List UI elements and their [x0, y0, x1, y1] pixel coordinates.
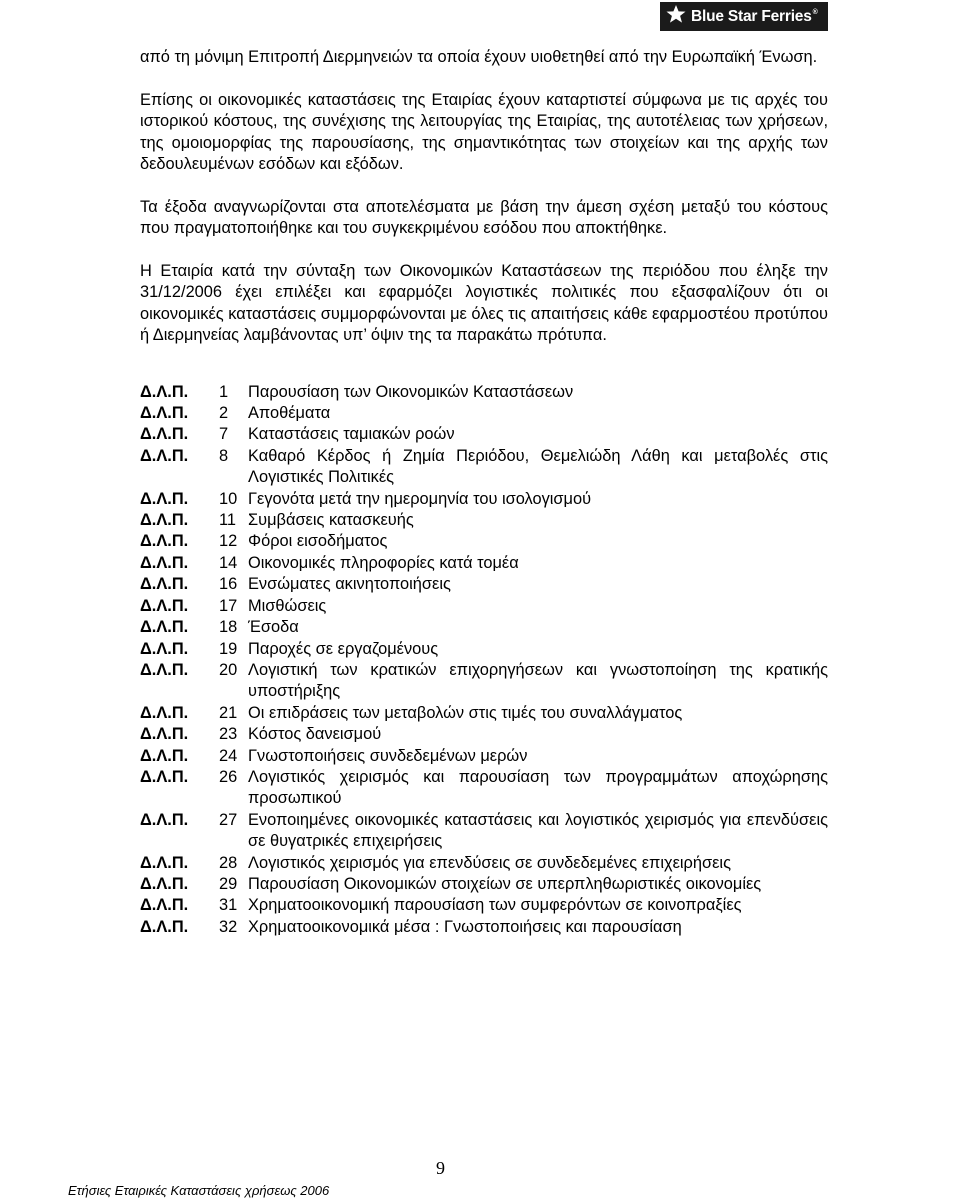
standard-code: Δ.Λ.Π. — [140, 853, 189, 872]
star-icon — [666, 4, 686, 29]
standard-title: Λογιστικός χειρισμός και παρουσίαση των προγραμμάτων αποχώρησης προσωπικού — [248, 767, 828, 808]
standard-title: Οικονομικές πληροφορίες κατά τομέα — [248, 553, 519, 572]
standard-number: 17 — [219, 596, 238, 615]
list-item — [140, 724, 828, 745]
page-number: 9 — [436, 1158, 445, 1178]
standard-title: Χρηματοοικονομικά μέσα : Γνωστοποιήσεις και παρουσίαση — [248, 917, 682, 936]
list-item — [140, 917, 828, 938]
standard-code: Δ.Λ.Π. — [140, 874, 189, 893]
list-item — [140, 403, 828, 424]
standard-code: Δ.Λ.Π. — [140, 553, 189, 572]
paragraph: Τα έξοδα αναγνωρίζονται στα αποτελέσματα με βάση την άμεση σχέση μεταξύ του κόστους που πραγματοποιήθηκε και του συγκεκριμένου εσόδου που αποκτήθηκε. — [140, 197, 828, 238]
standard-code: Δ.Λ.Π. — [140, 896, 189, 915]
standard-number: 1 — [219, 382, 229, 401]
list-item — [140, 874, 828, 895]
standard-code: Δ.Λ.Π. — [140, 404, 189, 423]
list-item — [140, 767, 828, 810]
standard-number: 24 — [219, 746, 238, 765]
standard-title: Φόροι εισοδήματος — [248, 532, 388, 551]
standard-title: Κόστος δανεισμού — [248, 725, 382, 744]
list-item — [140, 810, 828, 853]
standard-title: Γεγονότα μετά την ημερομηνία του ισολογισμού — [248, 489, 592, 508]
document-body — [140, 47, 828, 938]
standard-number: 20 — [219, 660, 238, 679]
standard-title: Αποθέματα — [248, 404, 331, 423]
standard-code: Δ.Λ.Π. — [140, 917, 189, 936]
standard-code: Δ.Λ.Π. — [140, 446, 189, 465]
standard-number: 2 — [219, 404, 229, 423]
company-logo — [660, 2, 828, 31]
list-item — [140, 703, 828, 724]
list-item — [140, 424, 828, 445]
standard-code: Δ.Λ.Π. — [140, 767, 189, 786]
standard-code: Δ.Λ.Π. — [140, 703, 189, 722]
standard-title: Παρουσίαση Οικονομικών στοιχείων σε υπερπληθωριστικές οικονομίες — [248, 874, 762, 893]
standard-number: 16 — [219, 575, 238, 594]
list-item — [140, 660, 828, 703]
standard-title: Συμβάσεις κατασκευής — [248, 511, 414, 530]
standard-code: Δ.Λ.Π. — [140, 532, 189, 551]
standard-title: Μισθώσεις — [248, 596, 327, 615]
standard-number: 18 — [219, 618, 238, 637]
standard-code: Δ.Λ.Π. — [140, 511, 189, 530]
standard-title: Λογιστικός χειρισμός για επενδύσεις σε συνδεδεμένες επιχειρήσεις — [248, 853, 731, 872]
registered-mark: ® — [812, 9, 818, 17]
standard-number: 21 — [219, 703, 238, 722]
standard-code: Δ.Λ.Π. — [140, 618, 189, 637]
standard-number: 32 — [219, 917, 238, 936]
standard-code: Δ.Λ.Π. — [140, 575, 189, 594]
standard-title: Ενσώματες ακινητοποιήσεις — [248, 575, 451, 594]
list-item — [140, 853, 828, 874]
standard-code: Δ.Λ.Π. — [140, 810, 189, 829]
list-item — [140, 510, 828, 531]
list-item — [140, 446, 828, 489]
standard-number: 23 — [219, 725, 238, 744]
paragraph: από τη μόνιμη Επιτροπή Διερμηνειών τα οποία έχουν υιοθετηθεί από την Ευρωπαϊκή Ένωση. — [140, 48, 818, 66]
standard-title: Έσοδα — [248, 618, 299, 637]
standard-title: Λογιστική των κρατικών επιχορηγήσεων και γνωστοποίηση της κρατικής υποστήριξης — [248, 660, 828, 701]
list-item — [140, 596, 828, 617]
standard-title: Οι επιδράσεις των μεταβολών στις τιμές του συναλλάγματος — [248, 703, 683, 722]
standard-number: 27 — [219, 810, 238, 829]
list-item — [140, 617, 828, 638]
list-item — [140, 746, 828, 767]
standard-code: Δ.Λ.Π. — [140, 382, 189, 401]
list-item — [140, 895, 828, 916]
standard-number: 31 — [219, 896, 238, 915]
list-item — [140, 489, 828, 510]
standard-number: 28 — [219, 853, 238, 872]
standard-title: Παρουσίαση των Οικονομικών Καταστάσεων — [248, 382, 574, 401]
list-item — [140, 382, 828, 403]
list-item — [140, 553, 828, 574]
standard-code: Δ.Λ.Π. — [140, 660, 189, 679]
standard-number: 26 — [219, 767, 238, 786]
standards-list — [140, 382, 828, 939]
standard-number: 10 — [219, 489, 238, 508]
logo-text: Blue Star Ferries® — [691, 7, 818, 25]
standard-code: Δ.Λ.Π. — [140, 596, 189, 615]
standard-title: Καθαρό Κέρδος ή Ζημία Περιόδου, Θεμελιώδη Λάθη και μεταβολές στις Λογιστικές Πολιτικές — [248, 446, 828, 487]
list-item — [140, 531, 828, 552]
standard-number: 11 — [219, 511, 237, 530]
footer-text: Ετήσιες Εταιρικές Καταστάσεις χρήσεως 2006 — [68, 1183, 330, 1198]
standard-code: Δ.Λ.Π. — [140, 639, 189, 658]
standard-number: 12 — [219, 532, 238, 551]
standard-number: 8 — [219, 446, 229, 465]
standard-number: 14 — [219, 553, 238, 572]
list-item — [140, 574, 828, 595]
standard-number: 19 — [219, 639, 238, 658]
paragraph: Επίσης οι οικονομικές καταστάσεις της Εταιρίας έχουν καταρτιστεί σύμφωνα με τις αρχές του ιστορικού κόστους, της συνέχισης της λειτουργίας της Εταιρίας, της αυτοτέλειας των χρήσεων, της ομοιομορφίας της παρουσίασης, της σημαντικότητας των στοιχείων και της αρχής των δεδουλευμένων εσόδων και εξόδων. — [140, 90, 828, 174]
standard-code: Δ.Λ.Π. — [140, 746, 189, 765]
standard-number: 7 — [219, 425, 229, 444]
standard-title: Παροχές σε εργαζομένους — [248, 639, 439, 658]
standard-code: Δ.Λ.Π. — [140, 725, 189, 744]
standard-code: Δ.Λ.Π. — [140, 425, 189, 444]
standard-title: Ενοποιημένες οικονομικές καταστάσεις και λογιστικός χειρισμός για επενδύσεις σε θυγατρικές επιχειρήσεις — [248, 810, 828, 851]
standard-number: 29 — [219, 874, 238, 893]
list-item — [140, 639, 828, 660]
standard-title: Καταστάσεις ταμιακών ροών — [248, 425, 455, 444]
standard-code: Δ.Λ.Π. — [140, 489, 189, 508]
standard-title: Χρηματοοικονομική παρουσίαση των συμφερόντων σε κοινοπραξίες — [248, 896, 742, 915]
standard-title: Γνωστοποιήσεις συνδεδεμένων μερών — [248, 746, 528, 765]
paragraph: Η Εταιρία κατά την σύνταξη των Οικονομικών Καταστάσεων της περιόδου που έληξε την 31/12/2006 έχει επιλέξει και εφαρμόζει λογιστικές πολιτικές που εξασφαλίζουν ότι οι οικονομικές καταστάσεις συμμορφώνονται με όλες τις απαιτήσεις κάθε εφαρμοστέου προτύπου ή Διερμηνείας λαμβάνοντας υπ’ όψιν της τα παρακάτω πρότυπα. — [140, 262, 828, 345]
